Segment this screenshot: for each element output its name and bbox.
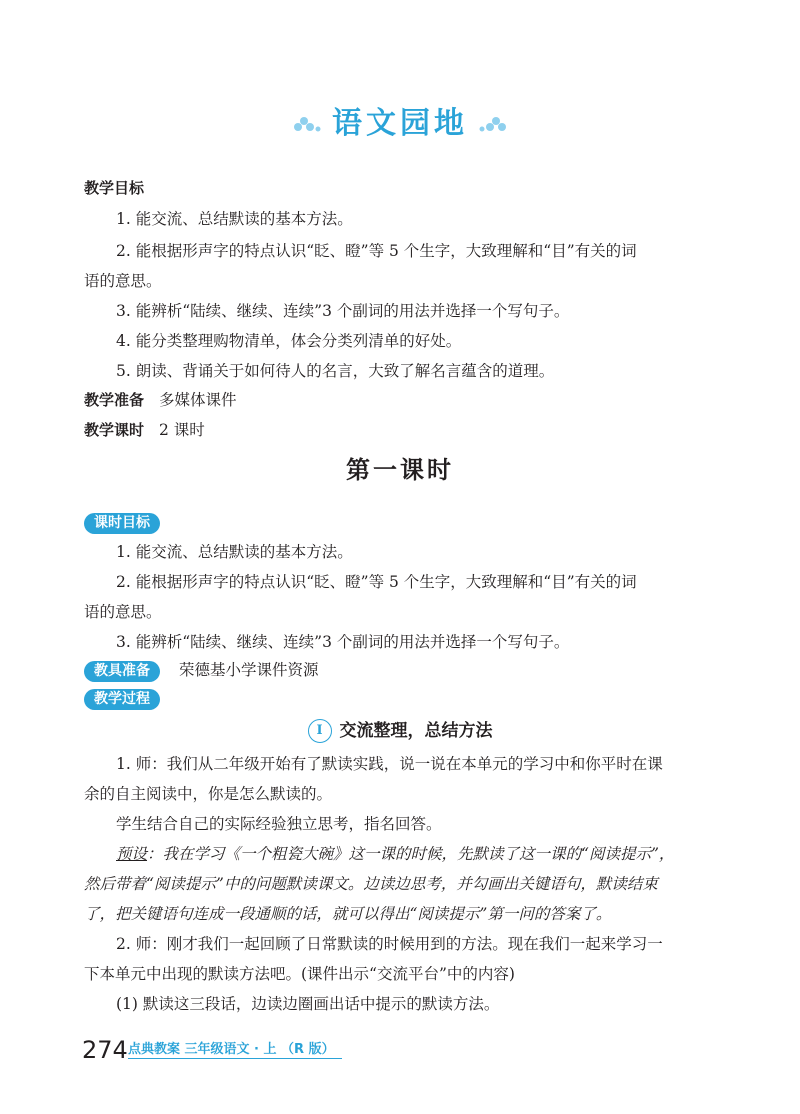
lesson-goal-item: 1. 能交流、总结默读的基本方法。 [116, 543, 353, 561]
process-label: 教学过程 [84, 689, 160, 710]
prep-row [84, 390, 716, 410]
paragraph: (1) 默读这三段话，边读边圈画出话中提示的默读方法。 [116, 995, 500, 1013]
step-heading [84, 716, 716, 743]
clover-icon [476, 108, 506, 143]
footer-divider [128, 1058, 342, 1059]
preset-paragraph: 然后带着“阅读提示”中的问题默读课文。边读边思考，并勾画出关键语句，默读结束 [84, 875, 658, 893]
page-title [0, 98, 800, 143]
goal-item: 5. 朗读、背诵关于如何待人的名言，大致了解名言蕴含的道理。 [116, 362, 555, 380]
preset-label: 预设 [116, 845, 148, 863]
tools-label: 教具准备 [84, 661, 160, 682]
hours-row [84, 420, 716, 440]
paragraph: 学生结合自己的实际经验独立思考，指名回答。 [116, 815, 442, 833]
clover-icon [294, 108, 324, 143]
tools-value: 荣德基小学课件资源 [178, 661, 319, 679]
tools-row [84, 660, 716, 682]
lesson-goals-label: 课时目标 [84, 513, 160, 534]
preset-text: ：我在学习《一个粗瓷大碗》这一课的时候，先默读了这一课的“阅读提示”， [147, 845, 675, 863]
preset-paragraph: 了，把关键语句连成一段通顺的话，就可以得出“阅读提示”第一问的答案了。 [84, 905, 612, 923]
goal-item: 4. 能分类整理购物清单，体会分类列清单的好处。 [116, 332, 462, 350]
lesson-goals-row [84, 512, 716, 534]
goal-item: 语的意思。 [84, 272, 162, 290]
lesson-goal-item: 2. 能根据形声字的特点认识“眨、瞪”等 5 个生字，大致理解和“目”有关的词 [116, 573, 637, 591]
goal-item: 2. 能根据形声字的特点认识“眨、瞪”等 5 个生字，大致理解和“目”有关的词 [116, 242, 637, 260]
title-text: 语文园地 [332, 106, 468, 141]
paragraph: 2. 师：刚才我们一起回顾了日常默读的时候用到的方法。现在我们一起来学习一 [116, 935, 663, 953]
step-numeral: I [308, 719, 332, 743]
paragraph: 下本单元中出现的默读方法吧。(课件出示“交流平台”中的内容) [84, 965, 515, 983]
footer-text: 点典教案 三年级语文 · 上 （R 版） [128, 1042, 335, 1057]
goals-label: 教学目标 [84, 179, 145, 197]
lesson-heading: 第一课时 [346, 456, 454, 484]
prep-value: 多媒体课件 [158, 391, 237, 409]
hours-value: 2 课时 [158, 421, 205, 439]
goal-item: 1. 能交流、总结默读的基本方法。 [116, 210, 353, 228]
hours-label: 教学课时 [84, 421, 145, 439]
page-number: 274 [82, 1036, 128, 1064]
step-heading-text: 交流整理，总结方法 [339, 721, 493, 741]
lesson-goal-item: 3. 能辨析“陆续、继续、连续”3 个副词的用法并选择一个写句子。 [116, 633, 570, 651]
lesson-goal-item: 语的意思。 [84, 603, 162, 621]
preset-paragraph [84, 844, 748, 864]
prep-label: 教学准备 [84, 391, 145, 409]
paragraph: 1. 师：我们从二年级开始有了默读实践，说一说在本单元的学习中和你平时在课 [116, 755, 663, 773]
paragraph: 余的自主阅读中，你是怎么默读的。 [84, 785, 333, 803]
process-row [84, 688, 716, 710]
goal-item: 3. 能辨析“陆续、继续、连续”3 个副词的用法并选择一个写句子。 [116, 302, 570, 320]
